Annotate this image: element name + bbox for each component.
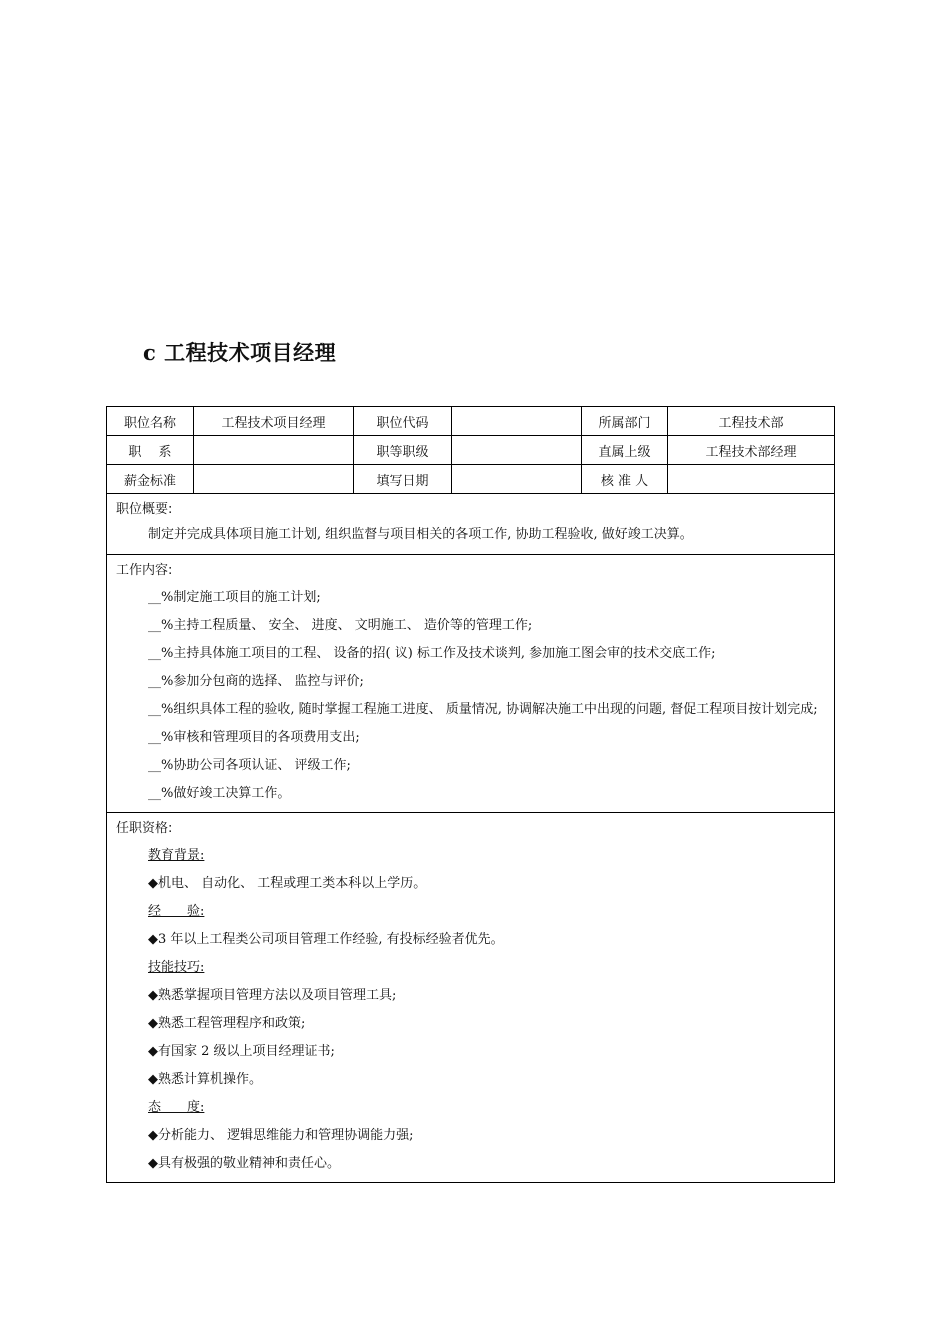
position-name-label: 职位名称 (107, 407, 194, 436)
duties-section (107, 555, 835, 813)
salary-standard-value (194, 465, 354, 494)
duty-item: __%协助公司各项认证、 评级工作; (148, 758, 351, 773)
skills-item: ◆有国家 2 级以上项目经理证书; (148, 1044, 335, 1059)
qualifications-section (107, 813, 835, 1183)
duty-item: __%做好竣工决算工作。 (148, 786, 291, 801)
job-grade-label: 职等职级 (354, 436, 452, 465)
attitude-item: ◆具有极强的敬业精神和责任心。 (148, 1156, 340, 1171)
header-row-3 (107, 465, 835, 494)
duty-item: __%审核和管理项目的各项费用支出; (148, 730, 360, 745)
duty-item: __%制定施工项目的施工计划; (148, 590, 321, 605)
fill-date-label: 填写日期 (354, 465, 452, 494)
document-title: c 工程技术项目经理 (143, 340, 337, 365)
experience-item: ◆3 年以上工程类公司项目管理工作经验, 有投标经验者优先。 (148, 932, 504, 947)
job-family-label: 职 系 (107, 436, 194, 465)
summary-heading: 职位概要: (116, 502, 173, 517)
duty-item: __%主持工程质量、 安全、 进度、 文明施工、 造价等的管理工作; (148, 618, 533, 633)
experience-subheading: 经 验: (148, 904, 205, 919)
duty-item: __%参加分包商的选择、 监控与评价; (148, 674, 364, 689)
department-value: 工程技术部 (668, 407, 835, 436)
skills-subheading: 技能技巧: (148, 960, 205, 975)
direct-supervisor-label: 直属上级 (582, 436, 668, 465)
duty-item: __%主持具体施工项目的工程、 设备的招( 议) 标工作及技术谈判, 参加施工图会审的技术交底工作; (148, 646, 716, 661)
skills-item: ◆熟悉工程管理程序和政策; (148, 1016, 306, 1031)
job-description-table (106, 406, 835, 1183)
qualifications-row (107, 813, 835, 1183)
summary-section (107, 494, 835, 555)
approver-label: 核 准 人 (582, 465, 668, 494)
header-row-1 (107, 407, 835, 436)
attitude-subheading: 态 度: (148, 1100, 205, 1115)
position-code-label: 职位代码 (354, 407, 452, 436)
education-subheading: 教育背景: (148, 848, 205, 863)
job-grade-value (452, 436, 582, 465)
salary-standard-label: 薪金标准 (107, 465, 194, 494)
education-item: ◆机电、 自动化、 工程或理工类本科以上学历。 (148, 876, 427, 891)
skills-item: ◆熟悉计算机操作。 (148, 1072, 262, 1087)
duties-row (107, 555, 835, 813)
approver-value (668, 465, 835, 494)
header-row-2 (107, 436, 835, 465)
summary-text: 制定并完成具体项目施工计划, 组织监督与项目相关的各项工作, 协助工程验收, 做好竣工决算。 (148, 527, 693, 542)
fill-date-value (452, 465, 582, 494)
summary-row (107, 494, 835, 555)
job-family-value (194, 436, 354, 465)
direct-supervisor-value: 工程技术部经理 (668, 436, 835, 465)
duties-heading: 工作内容: (116, 563, 173, 578)
position-code-value (452, 407, 582, 436)
department-label: 所属部门 (582, 407, 668, 436)
skills-item: ◆熟悉掌握项目管理方法以及项目管理工具; (148, 988, 397, 1003)
duty-item: __%组织具体工程的验收, 随时掌握工程施工进度、 质量情况, 协调解决施工中出现的问题, 督促工程项目按计划完成; (148, 702, 818, 717)
attitude-item: ◆分析能力、 逻辑思维能力和管理协调能力强; (148, 1128, 414, 1143)
position-name-value: 工程技术项目经理 (194, 407, 354, 436)
qualifications-heading: 任职资格: (116, 821, 173, 836)
